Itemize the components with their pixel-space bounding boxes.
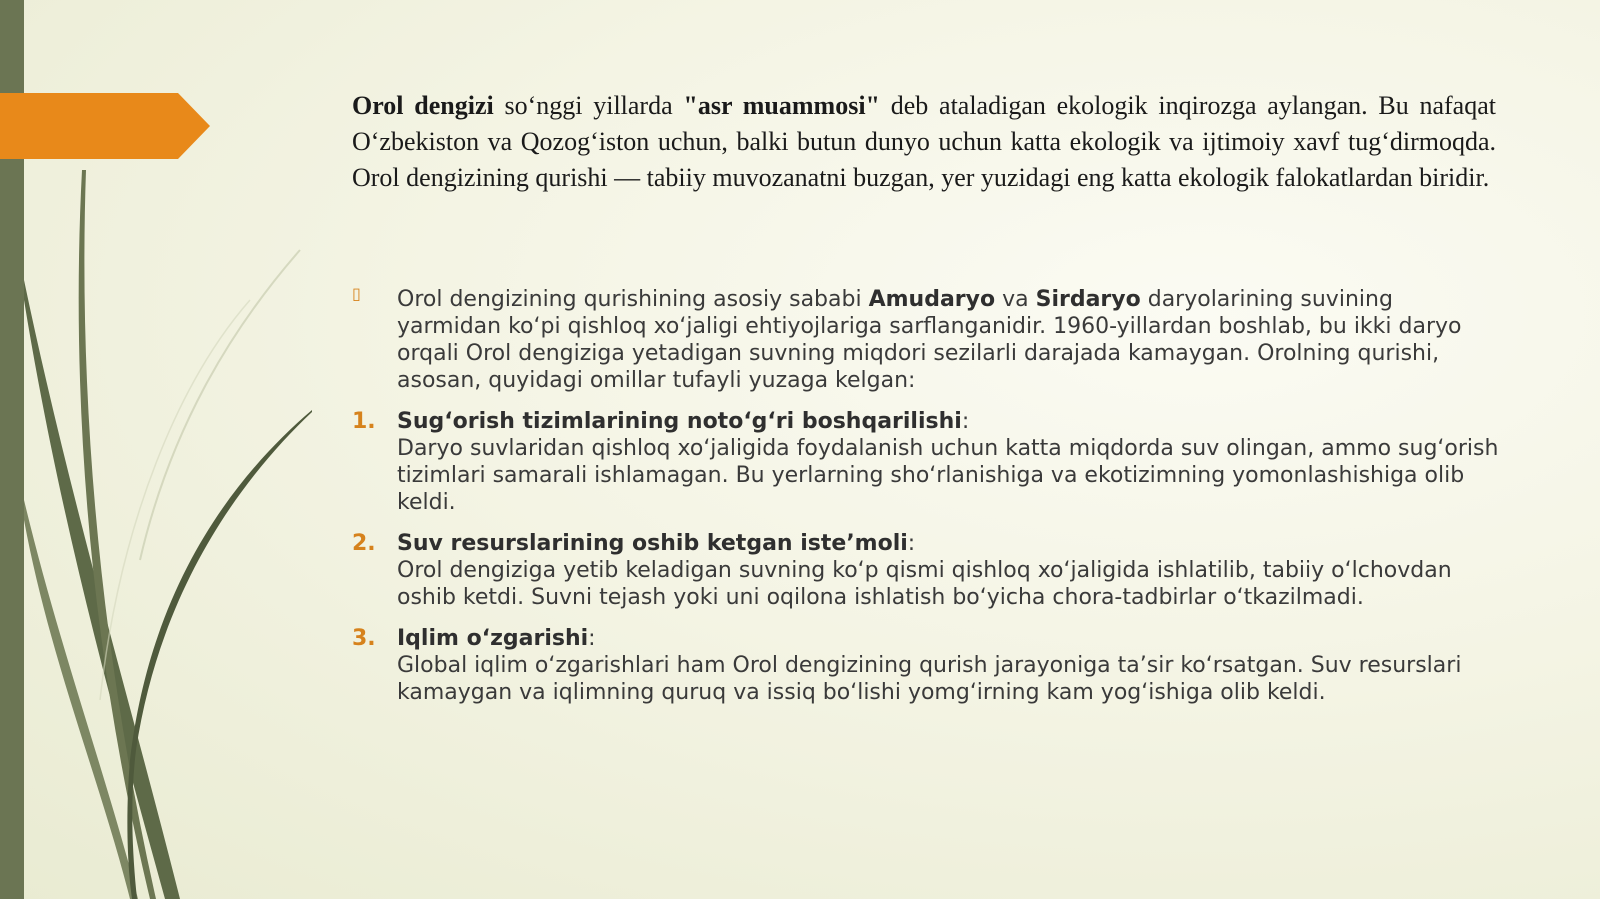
orange-arrow-banner (0, 93, 210, 159)
intro-text-1: so‘nggi yillarda (493, 91, 684, 120)
list-item-2 (352, 530, 1502, 611)
intro-text-2: deb ataladigan ekologik inqirozga aylangan. Bu nafaqat O‘zbekiston va Qozog‘iston uchun, balki butun dunyo uchun katta ekologik va ijtimoiy xavf tug‘dirmoqda. Orol dengizining qurishi — tabiiy muvozanatni buzgan, yer yuzidagi eng katta ekologik falokatlardan biridir. (352, 91, 1496, 192)
intro-paragraph (352, 88, 1496, 196)
bullet-text-2: va (995, 287, 1036, 312)
intro-bold-orol: Orol dengizi (352, 91, 494, 120)
list-item-3 (352, 625, 1502, 706)
item-title-1: Sug‘orish tizimlarining noto‘g‘ri boshqarilishi (397, 409, 962, 434)
item-colon-3: : (588, 626, 596, 651)
item-number-1: 1. (352, 409, 376, 434)
item-title-3: Iqlim o‘zgarishi (397, 626, 589, 651)
item-colon-1: : (961, 409, 970, 434)
item-number-3: 3. (352, 626, 376, 651)
bullet-text-1: Orol dengizining qurishining asosiy sababi (397, 287, 869, 312)
bullet-text-3: daryolarining suvining yarmidan ko‘pi qishloq xo‘jaligi ehtiyojlariga sarflanganidir. 1960-yillardan boshlab, bu ikki daryo orqali Orol dengiziga yetadigan suvning miqdori sezilarli darajada kamaygan. Orolning qurishi, asosan, quyidagi omillar tufayli yuzaga kelgan: (397, 287, 1462, 393)
item-colon-2: : (907, 531, 916, 556)
bullet-bold-amudaryo: Amudaryo (868, 287, 996, 312)
intro-paragraph-container (352, 88, 1496, 196)
list-item-bullet (352, 286, 1502, 394)
item-body-3: Global iqlim o‘zgarishlari ham Orol dengizining qurish jarayoniga ta’sir ko‘rsatgan. Suv resurslari kamaygan va iqlimning quruq va issiq bo‘lishi yomg‘irning kam yog‘ishiga olib keldi. (397, 653, 1462, 705)
item-title-2: Suv resurslarining oshib ketgan iste’moli (397, 531, 908, 556)
bullet-list (352, 286, 1502, 720)
item-body-2: Orol dengiziga yetib keladigan suvning ko‘p qismi qishloq xo‘jaligida ishlatilib, tabiiy o‘lchovdan oshib ketdi. Suvni tejash yoki uni oqilona ishlatish bo‘yicha chora-tadbirlar o‘tkazilmadi. (397, 558, 1452, 610)
item-number-2: 2. (352, 531, 376, 556)
bullet-bold-sirdaryo: Sirdaryo (1035, 287, 1141, 312)
bullet-marker-icon: ▯ (352, 284, 361, 303)
intro-bold-asr: "asr muammosi" (683, 91, 880, 120)
list-item-1 (352, 408, 1502, 516)
item-body-1: Daryo suvlaridan qishloq xo‘jaligida foydalanish uchun katta miqdorda suv olingan, ammo sug‘orish tizimlari samarali ishlamagan. Bu yerlarning sho‘rlanishiga va ekotizimning yomonlashishiga olib keldi. (397, 436, 1499, 515)
